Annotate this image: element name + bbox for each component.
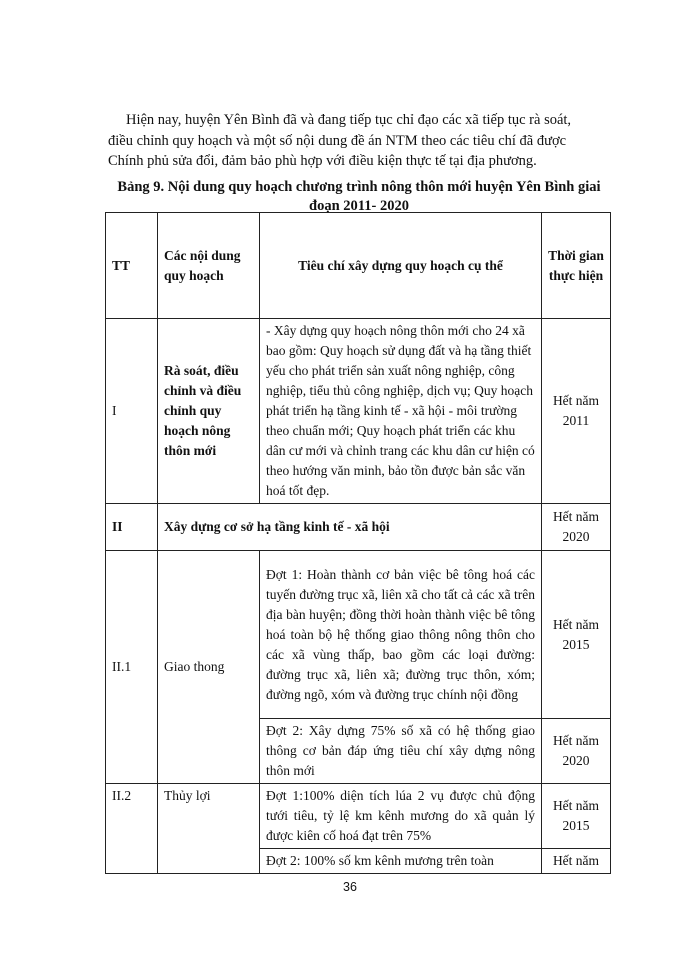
row-tt: II.2 xyxy=(106,784,158,874)
row-time: Hết năm xyxy=(542,849,611,874)
row-time: Hết năm 2011 xyxy=(542,319,611,504)
row-content: Rà soát, điều chỉnh và điều chỉnh quy hoạch nông thôn mới xyxy=(158,319,260,504)
row-criteria: Đợt 1: Hoàn thành cơ bản việc bê tông hoá các tuyến đường trục xã, liên xã cho tất cả các xã trên địa bàn huyện; đồng thời hoàn thành việc bê tông hoá toàn bộ hệ thống giao thông nông thôn cho các xã vùng thấp, bao gồm các loại đường: đường trục xã, liên xã; đường trục thôn, xóm; đường ngõ, xóm và đường trục chính nội đồng xyxy=(260,551,542,719)
table-row xyxy=(106,319,611,504)
row-time: Hết năm 2020 xyxy=(542,504,611,551)
table-caption-line-1: Bảng 9. Nội dung quy hoạch chương trình nông thôn mới huyện Yên Bình giai xyxy=(117,179,601,195)
row-content: Giao thong xyxy=(158,551,260,784)
row-time: Hết năm 2020 xyxy=(542,719,611,784)
row-criteria: Đợt 2: 100% số km kênh mương trên toàn xyxy=(260,849,542,874)
row-content: Thủy lợi xyxy=(158,784,260,874)
table-header-row xyxy=(106,213,611,319)
row-content: Xây dựng cơ sở hạ tầng kinh tế - xã hội xyxy=(158,504,542,551)
table-row xyxy=(106,551,611,719)
intro-line-2: điều chỉnh quy hoạch và một số nội dung đề án NTM theo các tiêu chí đã được xyxy=(108,132,567,149)
planning-table xyxy=(105,212,611,874)
row-criteria: - Xây dựng quy hoạch nông thôn mới cho 24 xã bao gồm: Quy hoạch sử dụng đất và hạ tầng thiết yếu cho phát triển sản xuất nông nghiệp, công nghiệp, tiểu thủ công nghiệp, dịch vụ; Quy hoạch phát triển hạ tầng kinh tế - xã hội - môi trường theo chuẩn mới; Quy hoạch phát triển các khu dân cư mới và chỉnh trang các khu dân cư hiện có theo hướng văn minh, bảo tồn được bản sắc văn hoá tốt đẹp. xyxy=(260,319,542,504)
row-tt: II.1 xyxy=(106,551,158,784)
page-number: 36 xyxy=(343,880,357,894)
header-time: Thời gian thực hiện xyxy=(542,213,611,319)
row-tt: II xyxy=(106,504,158,551)
table-caption xyxy=(108,178,610,216)
intro-line-3: Chính phủ sửa đổi, đảm bảo phù hợp với điều kiện thực tế tại địa phương. xyxy=(108,153,537,169)
row-criteria: Đợt 1:100% diện tích lúa 2 vụ được chủ động tưới tiêu, tỷ lệ km kênh mương do xã quản lý được kiên cố hoá đạt trên 75% xyxy=(260,784,542,849)
table-row xyxy=(106,784,611,849)
intro-line-1: Hiện nay, huyện Yên Bình đã và đang tiếp tục chỉ đạo các xã tiếp tục rà soát, xyxy=(126,112,572,128)
table-caption-line-2: đoạn 2011- 2020 xyxy=(309,198,409,214)
header-content: Các nội dung quy hoạch xyxy=(158,213,260,319)
table-row xyxy=(106,504,611,551)
header-criteria: Tiêu chí xây dựng quy hoạch cụ thể xyxy=(260,213,542,319)
header-tt: TT xyxy=(106,213,158,319)
row-time: Hết năm 2015 xyxy=(542,784,611,849)
row-time: Hết năm 2015 xyxy=(542,551,611,719)
row-tt: I xyxy=(106,319,158,504)
intro-paragraph xyxy=(108,110,606,172)
row-criteria: Đợt 2: Xây dựng 75% số xã có hệ thống giao thông cơ bản đáp ứng tiêu chí xây dựng nông thôn mới xyxy=(260,719,542,784)
